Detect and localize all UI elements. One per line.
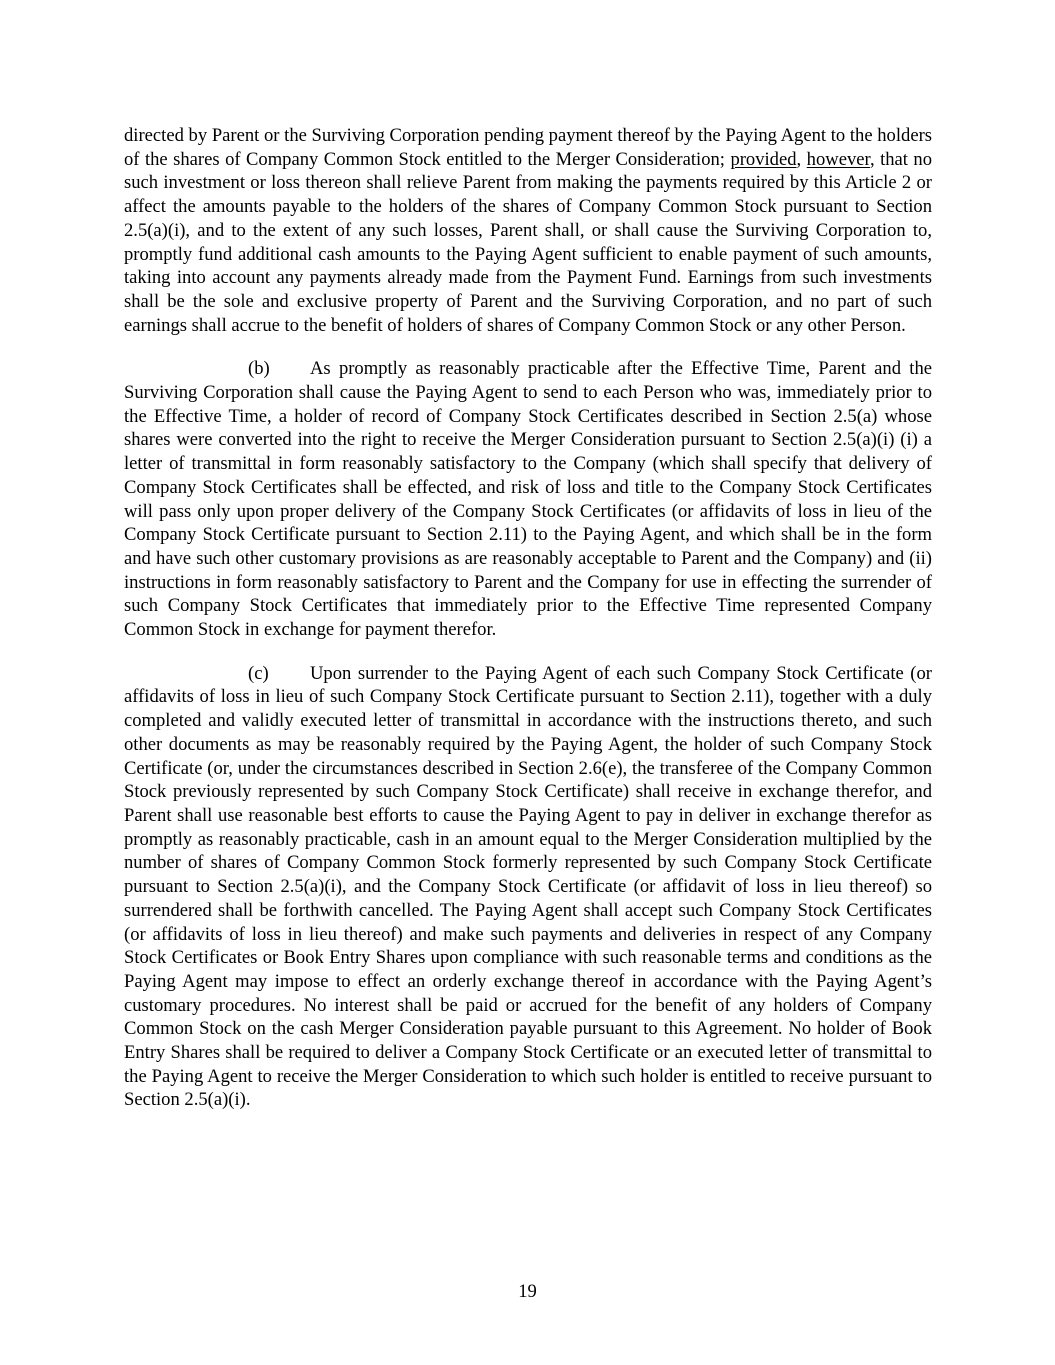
comma-separator: , [796,148,807,170]
paragraph-continued-text-2: , that no such investment or loss thereon shall relieve Parent from making the payments required by this Article 2 or affect the amounts payable to the holders of the shares of Company Common Stock pursuant to Section 2.5(a)(i), and to the extent of any such losses, Parent shall, or shall cause the Surviving Corporation to, promptly fund additional cash amounts to the Paying Agent sufficient to enable payment of such amounts, taking into account any payments already made from the Payment Fund. Earnings from such investments shall be the sole and exclusive property of Parent and the Surviving Corporation, and no part of such earnings shall accrue to the benefit of holders of shares of Company Common Stock or any other Person. [124,148,933,336]
paragraph-b-text: As promptly as reasonably practicable after the Effective Time, Parent and the Surviving Corporation shall cause the Paying Agent to send to each Person who was, immediately prior to the Effective Time, a holder of record of Company Stock Certificates described in Section 2.5(a) whose shares were converted into the right to receive the Merger Consideration pursuant to Section 2.5(a)(i) (i) a letter of transmittal in form reasonably satisfactory to the Company (which shall specify that delivery of Company Stock Certificates shall be effected, and risk of loss and title to the Company Stock Certificates will pass only upon proper delivery of the Company Stock Certificates (or affidavits of loss in lieu of the Company Stock Certificate pursuant to Section 2.11) to the Paying Agent, and which shall be in the form and have such other customary provisions as are reasonably acceptable to Parent and the Company) and (ii) instructions in form reasonably satisfactory to Parent and the Company for use in effecting the surrender of such Company Stock Certificates that immediately prior to the Effective Time represented Company Common Stock in exchange for payment therefor. [124,358,932,641]
paragraph-c-label: (c) [248,662,269,684]
paragraph-continued [124,124,932,337]
document-body [124,124,932,1112]
page-number: 19 [518,1281,537,1302]
however-term: however [806,148,870,170]
provided-term: provided [730,148,797,170]
paragraph-b-label: (b) [248,358,270,380]
paragraph-c [124,662,932,1112]
paragraph-b [124,357,932,641]
paragraph-c-text: Upon surrender to the Paying Agent of each such Company Stock Certificate (or affidavits of loss in lieu of such Company Stock Certificate pursuant to Section 2.11), together with a duly completed and validly executed letter of transmittal in accordance with the instructions thereto, and such other documents as may be reasonably required by the Paying Agent, the holder of such Company Stock Certificate (or, under the circumstances described in Section 2.6(e), the transferee of the Company Common Stock previously represented by such Company Stock Certificate) shall receive in exchange therefor, and Parent shall use reasonable best efforts to cause the Paying Agent to pay in deliver in exchange therefor as promptly as reasonably practicable, cash in an amount equal to the Merger Consideration multiplied by the number of shares of Company Common Stock formerly represented by such Company Stock Certificate pursuant to Section 2.5(a)(i), and the Company Stock Certificate (or affidavit of loss in lieu thereof) so surrendered shall be forthwith cancelled. The Paying Agent shall accept such Company Stock Certificates (or affidavits of loss in lieu thereof) and make such payments and deliveries in respect of any Company Stock Certificates or Book Entry Shares upon compliance with such reasonable terms and conditions as the Paying Agent may impose to effect an orderly exchange thereof in accordance with the Paying Agent’s customary procedures. No interest shall be paid or accrued for the benefit of any holders of Company Common Stock on the cash Merger Consideration payable pursuant to this Agreement. No holder of Book Entry Shares shall be required to deliver a Company Stock Certificate or an executed letter of transmittal to the Paying Agent to receive the Merger Consideration to which such holder is entitled to receive pursuant to Section 2.5(a)(i). [124,662,932,1111]
paragraph-continued-text-1: directed by Parent or the Surviving Corporation pending payment thereof by the Paying Agent to the holders of the shares of Company Common Stock entitled to the Merger Consideration; [124,125,932,170]
